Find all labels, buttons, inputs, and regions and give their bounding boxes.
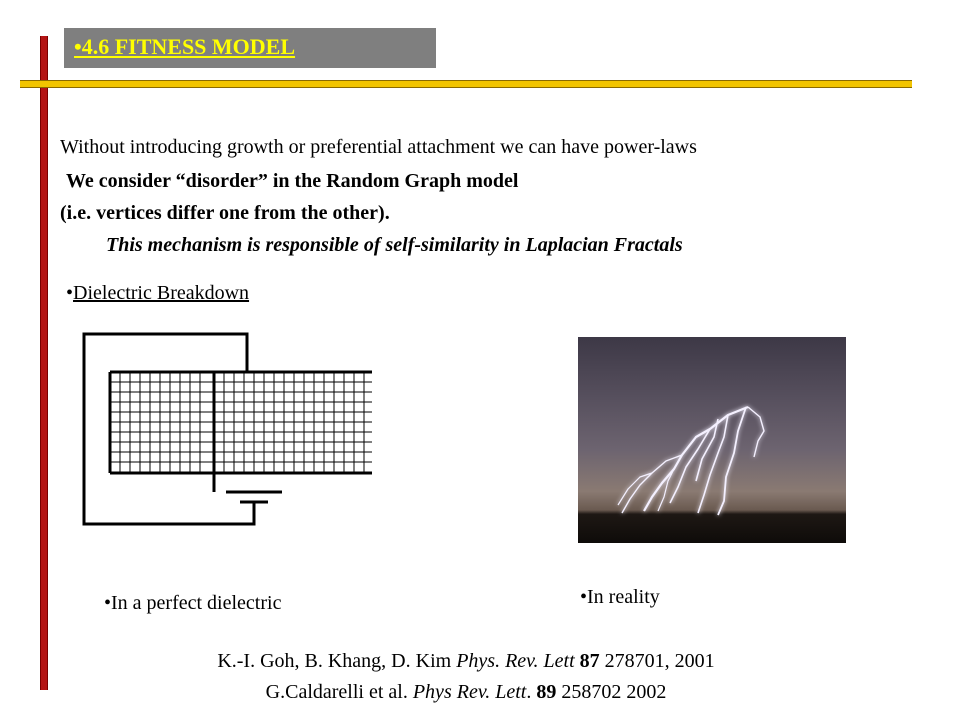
ref1-authors: K.-I. Goh, B. Khang, D. Kim bbox=[217, 650, 457, 672]
section-label: Dielectric Breakdown bbox=[73, 282, 250, 304]
body-line-2: We consider “disorder” in the Random Graph model bbox=[66, 170, 519, 192]
body-line-1: Without introducing growth or preferential attachment we can have power-laws bbox=[60, 136, 697, 158]
caption-perfect-dielectric: •In a perfect dielectric bbox=[104, 592, 282, 614]
top-accent-bar bbox=[20, 80, 912, 88]
ref2-rest: 258702 2002 bbox=[556, 681, 667, 703]
ref2-journal: Phys Rev. Lett bbox=[412, 681, 527, 703]
ref1-rest: 278701, 2001 bbox=[599, 650, 715, 672]
caption-in-reality: •In reality bbox=[580, 586, 660, 608]
left-accent-bar bbox=[40, 36, 48, 690]
grid-capacitor-circuit-icon bbox=[80, 330, 380, 530]
section-heading bbox=[66, 282, 249, 305]
ref2-dot: . bbox=[526, 681, 537, 703]
ref2-volume: 89 bbox=[536, 681, 557, 703]
reference-2 bbox=[0, 681, 946, 704]
lightning-photo bbox=[578, 337, 846, 543]
ref1-journal: Phys. Rev. Lett bbox=[456, 650, 575, 672]
section-bullet: • bbox=[66, 282, 74, 304]
body-line-4: This mechanism is responsible of self-similarity in Laplacian Fractals bbox=[106, 234, 683, 256]
reference-1 bbox=[0, 650, 946, 673]
ref2-authors: G.Caldarelli et al. bbox=[265, 681, 413, 703]
body-line-3: (i.e. vertices differ one from the other). bbox=[60, 202, 390, 224]
ref1-volume: 87 bbox=[579, 650, 600, 672]
slide-title: •4.6 FITNESS MODEL bbox=[74, 34, 296, 59]
